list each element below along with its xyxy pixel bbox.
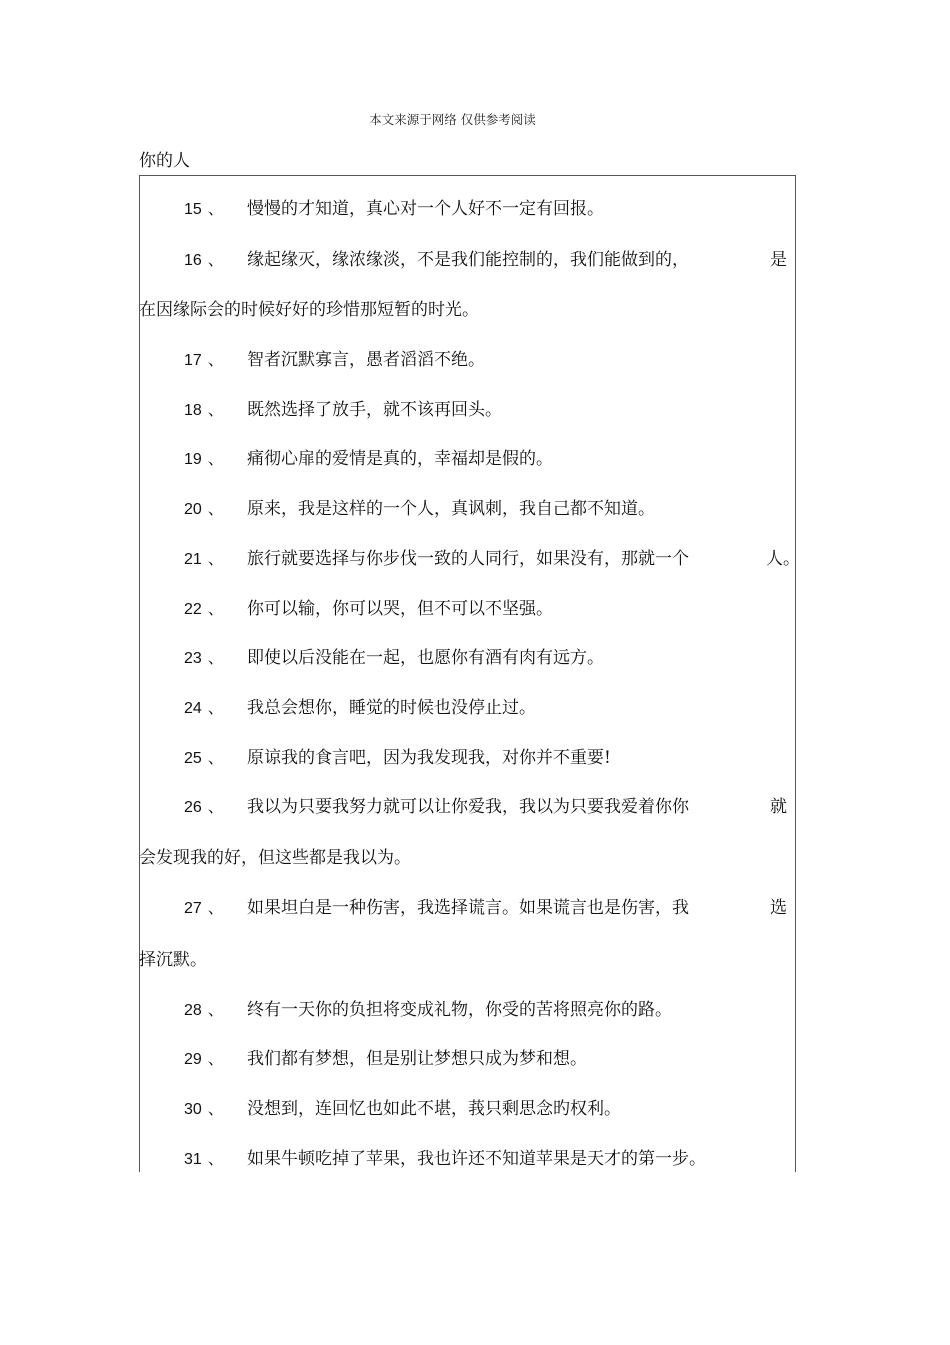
page-header-note: 本文来源于网络 仅供参考阅读 bbox=[369, 112, 536, 127]
item-text: 原谅我的食言吧，因为我发现我，对你并不重要! bbox=[247, 748, 611, 768]
item-number: 30 、 bbox=[184, 1099, 224, 1118]
item-text-continuation: 在因缘际会的时候好好的珍惜那短暂的时光。 bbox=[139, 300, 479, 320]
item-text: 终有一天你的负担将变成礼物，你受的苦将照亮你的路。 bbox=[247, 1000, 672, 1020]
item-text: 慢慢的才知道，真心对一个人好不一定有回报。 bbox=[247, 199, 604, 219]
item-number: 27 、 bbox=[184, 898, 224, 917]
item-text-tail: 就 bbox=[770, 797, 787, 817]
item-number: 16 、 bbox=[184, 250, 224, 269]
item-text-continuation: 会发现我的好，但这些都是我以为。 bbox=[139, 848, 411, 868]
item-text: 智者沉默寡言，愚者滔滔不绝。 bbox=[247, 350, 485, 370]
item-number: 24 、 bbox=[184, 698, 224, 717]
item-number: 28 、 bbox=[184, 1000, 224, 1019]
item-text: 既然选择了放手，就不该再回头。 bbox=[247, 400, 502, 420]
item-number: 26 、 bbox=[184, 797, 224, 816]
item-number: 17 、 bbox=[184, 350, 224, 369]
carryover-text: 你的人 bbox=[139, 151, 190, 171]
item-text: 如果牛顿吃掉了苹果，我也许还不知道苹果是天才的第一步。 bbox=[247, 1149, 706, 1169]
item-text-tail: 选 bbox=[770, 898, 787, 918]
item-number: 20 、 bbox=[184, 499, 224, 518]
item-text: 缘起缘灭，缘浓缘淡，不是我们能控制的，我们能做到的， bbox=[247, 250, 689, 270]
item-text: 痛彻心扉的爱情是真的，幸福却是假的。 bbox=[247, 449, 553, 469]
item-number: 23 、 bbox=[184, 648, 224, 667]
item-text-tail: 是 bbox=[770, 250, 787, 270]
item-number: 19 、 bbox=[184, 449, 224, 468]
item-text: 我们都有梦想，但是别让梦想只成为梦和想。 bbox=[247, 1049, 587, 1069]
item-text: 原来，我是这样的一个人，真讽刺，我自己都不知道。 bbox=[247, 499, 655, 519]
item-text: 没想到，连回忆也如此不堪，莪只剩思念旳权利。 bbox=[247, 1099, 621, 1119]
item-number: 18 、 bbox=[184, 400, 224, 419]
item-number: 21 、 bbox=[184, 549, 224, 568]
item-text-tail: 人。 bbox=[766, 549, 800, 569]
item-number: 29 、 bbox=[184, 1049, 224, 1068]
item-text: 我总会想你，睡觉的时候也没停止过。 bbox=[247, 698, 536, 718]
item-text: 你可以输，你可以哭，但不可以不坚强。 bbox=[247, 599, 553, 619]
item-number: 22 、 bbox=[184, 599, 224, 618]
item-text: 如果坦白是一种伤害，我选择谎言。如果谎言也是伤害，我 bbox=[247, 898, 689, 918]
item-text: 即使以后没能在一起，也愿你有酒有肉有远方。 bbox=[247, 648, 604, 668]
item-number: 31 、 bbox=[184, 1149, 224, 1168]
item-text-continuation: 择沉默。 bbox=[139, 950, 207, 970]
item-number: 25 、 bbox=[184, 748, 224, 767]
item-text: 旅行就要选择与你步伐一致的人同行，如果没有，那就一个 bbox=[247, 549, 689, 569]
item-text: 我以为只要我努力就可以让你爱我，我以为只要我爱着你你 bbox=[247, 797, 689, 817]
item-number: 15 、 bbox=[184, 199, 224, 218]
